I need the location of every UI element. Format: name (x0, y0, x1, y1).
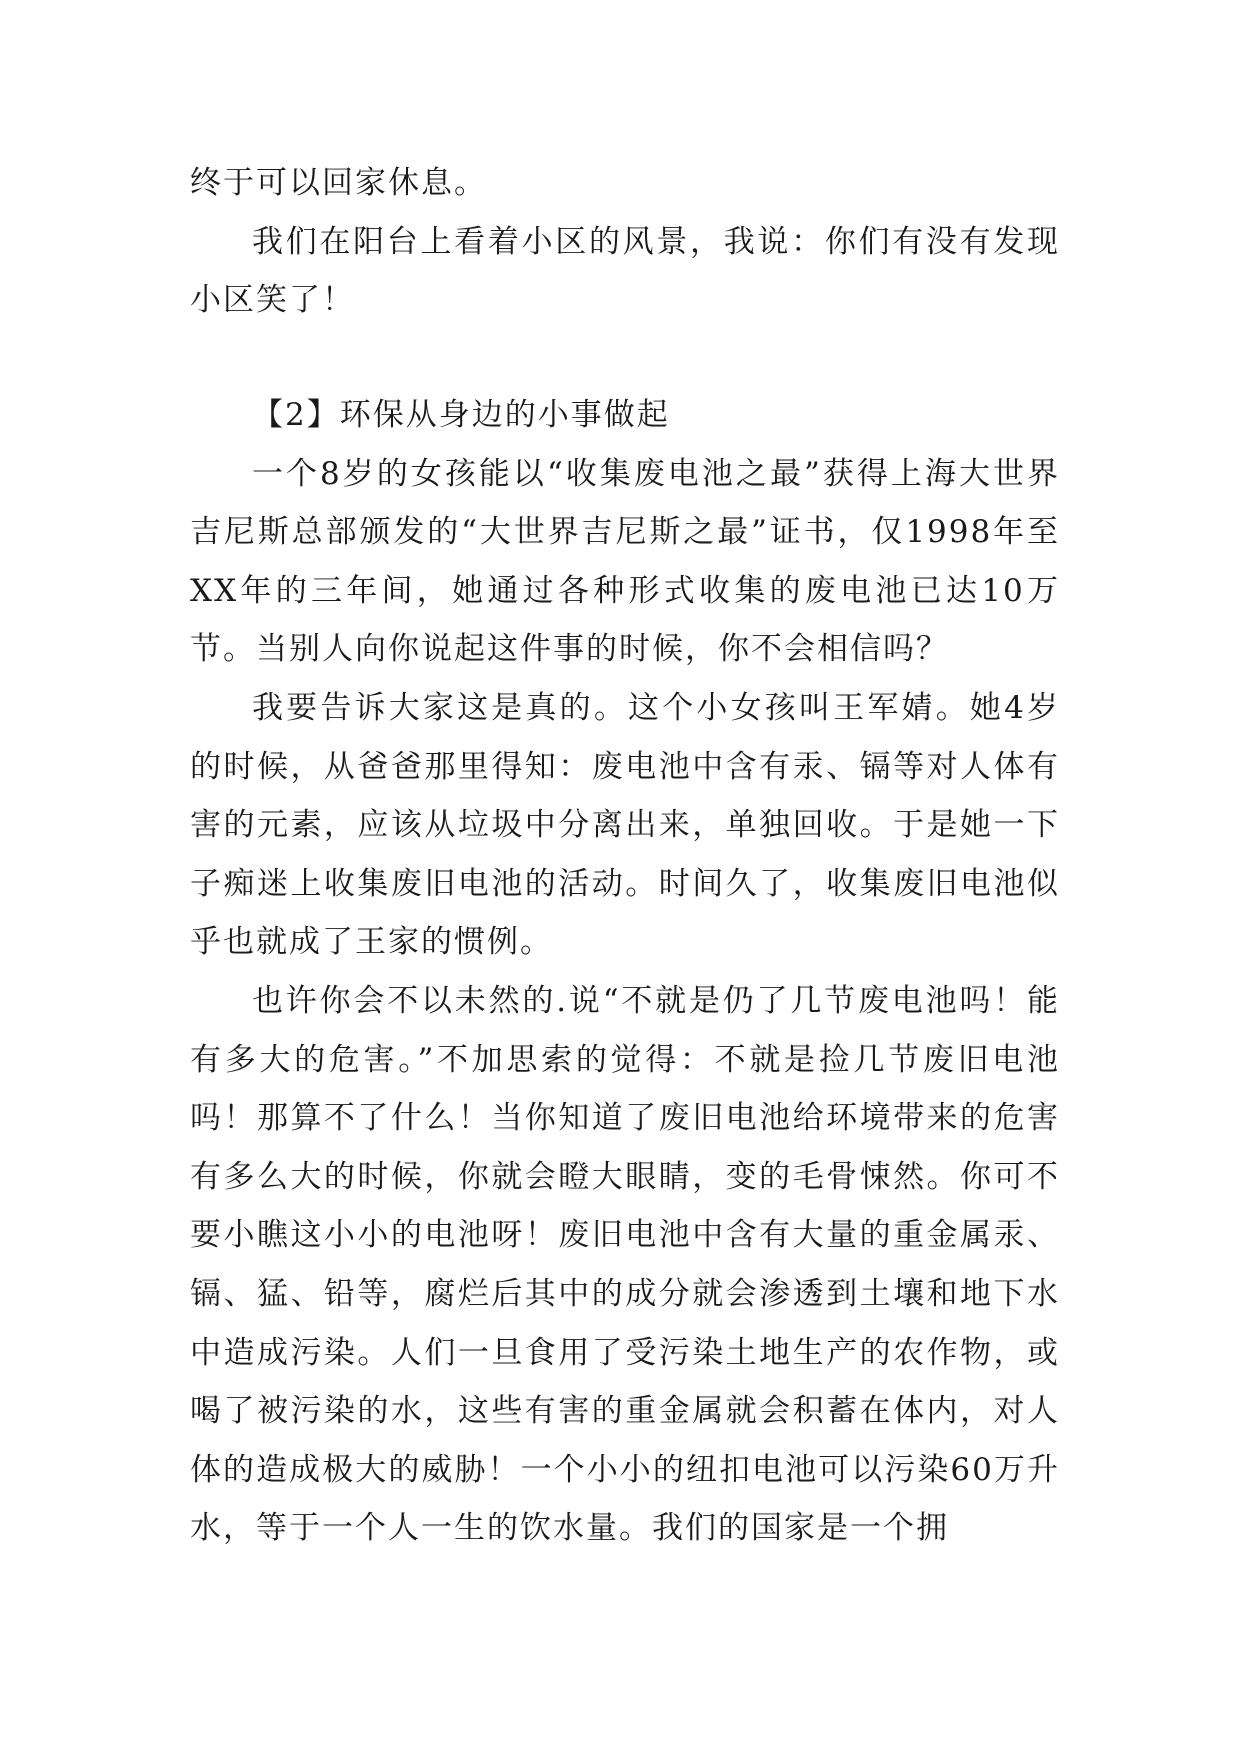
paragraph-closing: 我们在阳台上看着小区的风景，我说：你们有没有发现小区笑了！ (190, 223, 1060, 319)
section-2 (190, 386, 1060, 1558)
paragraph-closing-line: 终于可以回家休息。 (190, 165, 487, 201)
previous-section-ending (190, 154, 1060, 330)
paragraph-3: 也许你会不以未然的.说“不就是仍了几节废电池吗！能有多大的危害。”不加思索的觉得：不就是捡几节废旧电池吗！那算不了什么！当你知道了废旧电池给环境带来的危害有多么大的时候，你就会瞪大眼睛，变的毛骨悚然。你可不要小瞧这小小的电池呀！废旧电池中含有大量的重金属汞、镉、猛、铅等，腐烂后其中的成分就会渗透到土壤和地下水中造成污染。人们一旦食用了受污染土地生产的农作物，或喝了被污染的水，这些有害的重金属就会积蓄在体内，对人体的造成极大的威胁！一个小小的纽扣电池可以污染60万升水，等于一个人一生的饮水量。我们的国家是一个拥 (190, 982, 1060, 1547)
paragraph-1: 一个8岁的女孩能以“收集废电池之最”获得上海大世界吉尼斯总部颁发的“大世界吉尼斯之最”证书，仅1998年至XX年的三年间，她通过各种形式收集的废电池已达10万节。当别人向你说起这件事的时候，你不会相信吗？ (190, 455, 1060, 668)
section-heading: 【2】环保从身边的小事做起 (252, 397, 670, 433)
paragraph-2: 我要告诉大家这是真的。这个小女孩叫王军婧。她4岁的时候，从爸爸那里得知：废电池中含有汞、镉等对人体有害的元素，应该从垃圾中分离出来，单独回收。于是她一下子痴迷上收集废旧电池的活动。时间久了，收集废旧电池似乎也就成了王家的惯例。 (190, 689, 1060, 961)
